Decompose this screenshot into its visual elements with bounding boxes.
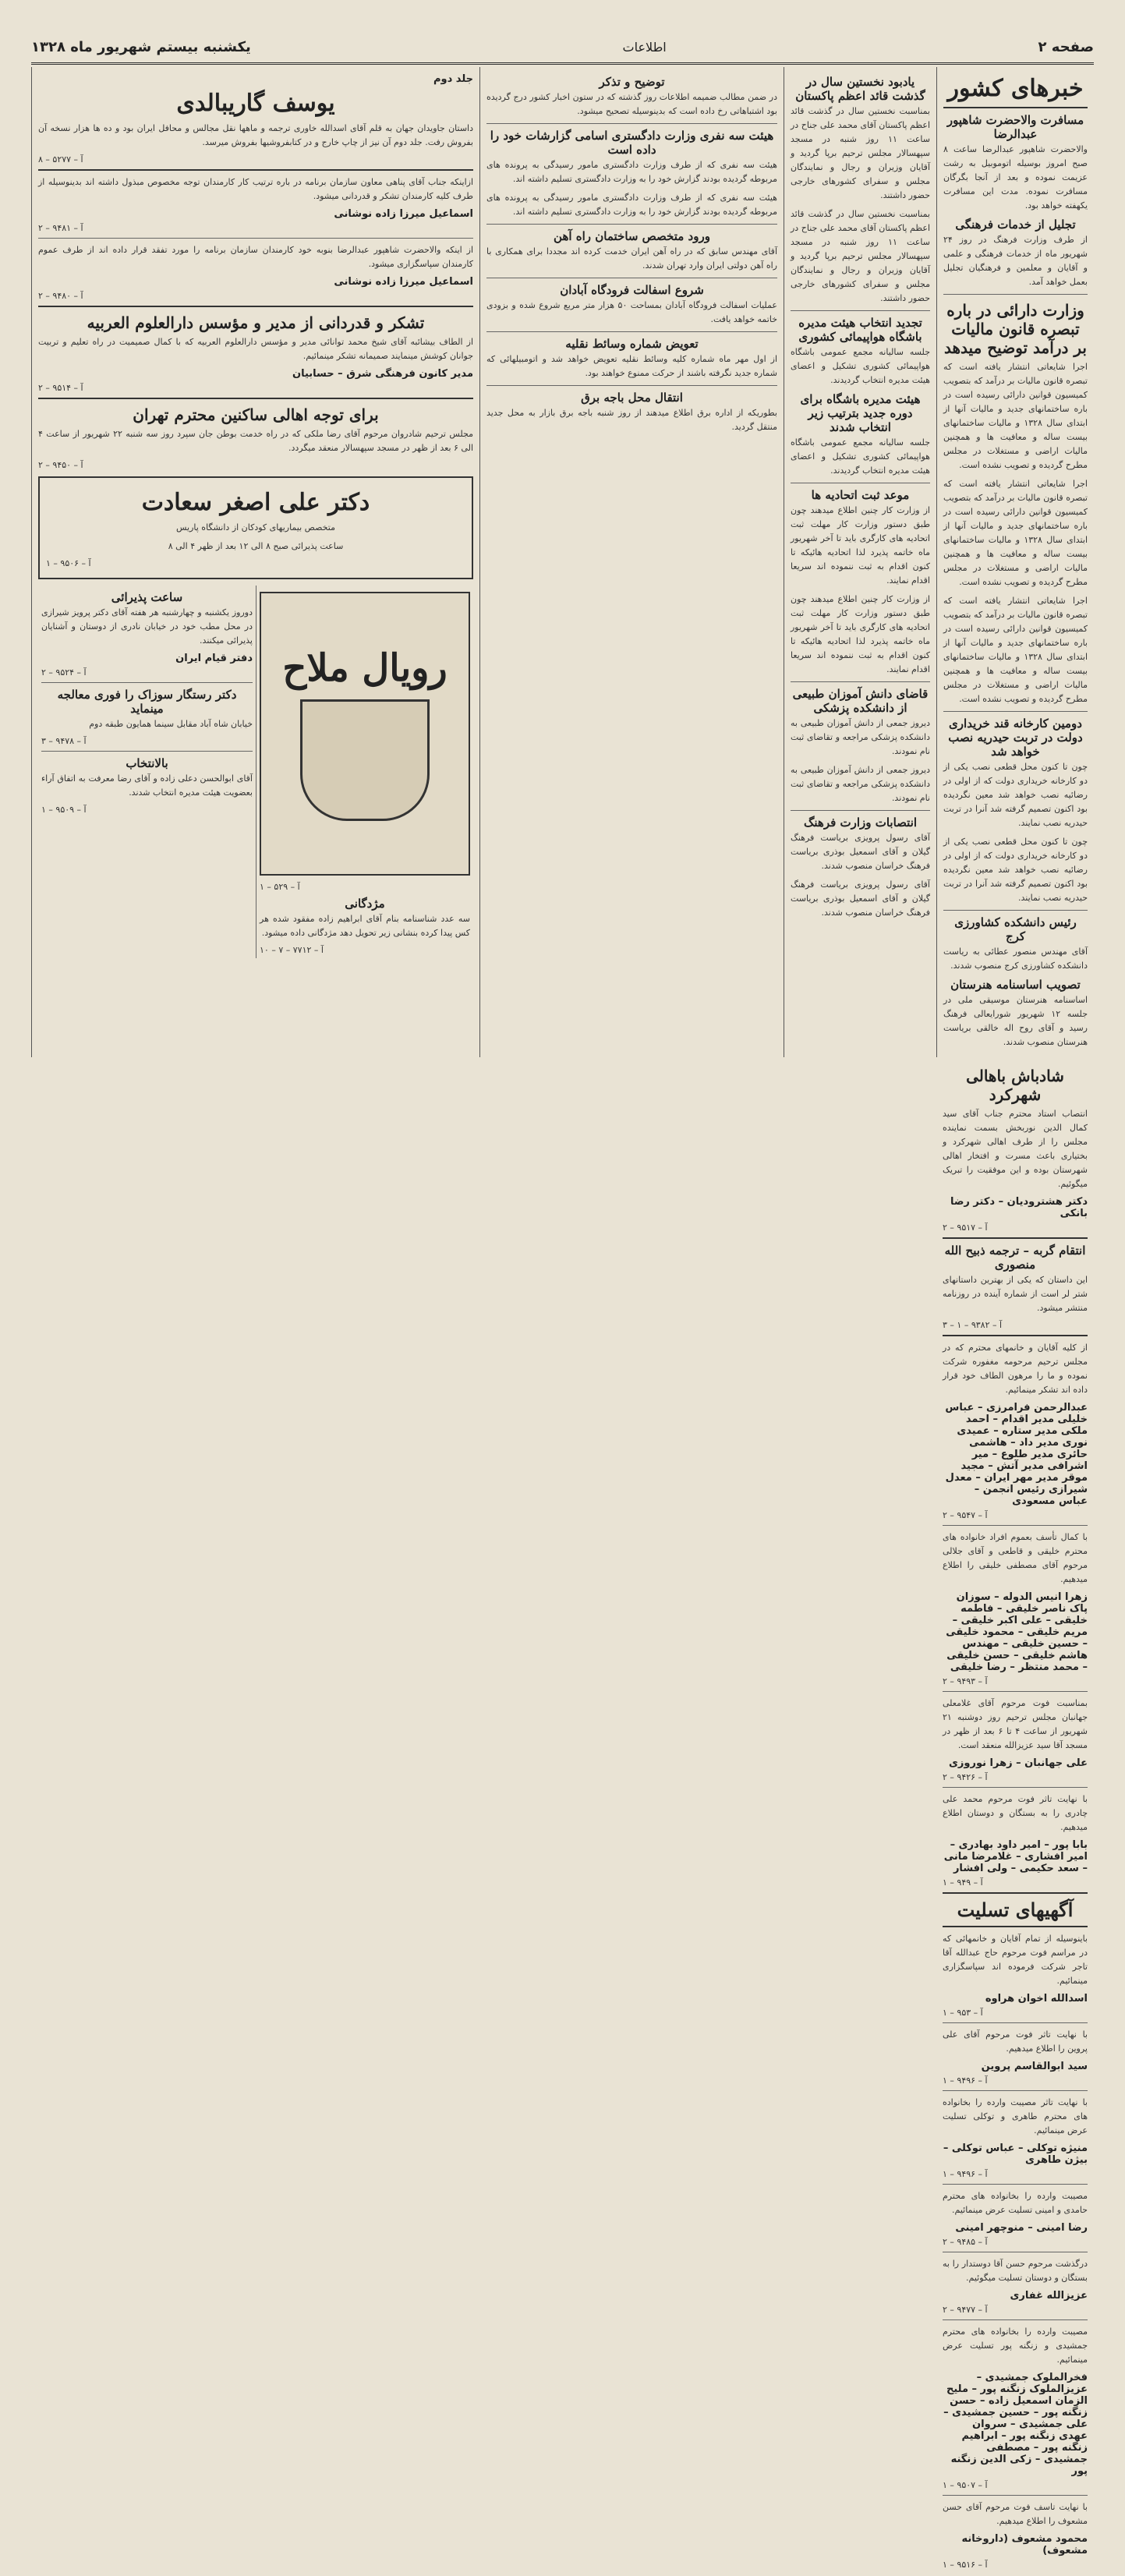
article-title: ورود متخصص ساختمان راه آهن [554, 229, 710, 243]
notice-title: بالانتخاب [126, 756, 168, 770]
ad-reference: آ – ۹۴۹۳ – ۲ [943, 1676, 988, 1686]
article-title: تعویض شماره وسائط نقلیه [565, 337, 699, 351]
article-body: آقای مهندس سابق که در راه آهن ایران خدمت کرده اند مجددا برای همکاری با راه آهن دولتی ایران وارد تهران شدند. [486, 246, 777, 271]
article-body: بمناسبت نخستین سال در گذشت قائد اعظم پاکستان آقای محمد علی جناح در ساعت ۱۱ روز شنبه در مسجد سپهسالار مجلس ترحیم برپا گردید و آقایان وزیران و رجال و نمایندگان مجلس و سفرای کشورهای خارجی حضور داشتند. [791, 106, 930, 200]
column-ads [31, 67, 479, 1057]
notice-signatories: عبدالرحمن فرامرزی – عباس خلیلی مدیر اقدام – احمد ملکی مدیر ستاره – عمیدی نوری مدیر داد – هاشمی حائری مدیر طلوع – میر اشرافی مدیر آتش – مجید موقر مدیر مهر ایران – معدل شیرازی رئیس انجمن – عباس مسعودی [945, 1402, 1088, 1507]
notice-signature: اسماعیل میرزا زاده نوشانی [334, 276, 473, 288]
notice-body: از کلیه آقایان و خانمهای محترم که در مجلس ترحیم مرحومه مغفوره شرکت نموده و ما را مرهون الطاف خود قرار داده اند تشکر مینمائیم. [943, 1343, 1088, 1395]
section-title: خبرهای کشور [947, 75, 1084, 102]
article-title: قاضای دانش آموزان طبیعی از دانشکده پزشکی [792, 687, 929, 715]
article-title: موعد ثبت اتحادیه ها [811, 488, 910, 502]
article-title: دومین کارخانه قند خریداری دولت در تربت حیدریه نصب خواهد شد [948, 717, 1083, 759]
doctor-specialty: متخصص بیماریهای کودکان از دانشگاه پاریس [176, 522, 335, 533]
notice-body: از الطاف بیشائبه آقای شیخ محمد توانائی مدیر و مؤسس دارالعلوم العربیه که با کمال صمیمیت در راه تعلیم و تربیت جوانان کوشش مینمایند صمیمانه تشکر مینمائیم. [38, 337, 473, 361]
condolences-heading: آگهیهای تسلیت [957, 1898, 1074, 1921]
article-title: هیئت سه نفری وزارت دادگستری اسامی گزارشات خود را داده است [490, 129, 774, 157]
product-ad-title: رویال ملاح [282, 646, 448, 690]
notice-title: ساعت پذیرائی [111, 590, 183, 604]
notice-body: این داستان که یکی از بهترین داستانهای شتر لر است از شماره آینده در روزنامه منتشر میشود. [943, 1275, 1088, 1313]
page-header [31, 31, 1094, 65]
notice-title: شادباش باهالی شهرکرد [966, 1067, 1064, 1104]
ads-left [256, 586, 473, 958]
notice-body: سه عدد شناسنامه بنام آقای ابراهیم زاده مفقود شده هر کس پیدا کرده بنشانی زیر تحویل دهد مژدگانی داده میشود. [260, 914, 470, 938]
notice-title: مژدگانی [345, 897, 385, 911]
book-ad-body: داستان جاویدان جهان به قلم آقای اسدالله خاوری ترجمه و ماهها نقل مجالس و محافل ایران بود و ده ها هزار نسخه آن بفروش رفت. جلد دوم آن نیز از چاپ خارج و در کتابفروشیها بفروش میرسد. [38, 123, 473, 147]
notice-body: درگذشت مرحوم حسن آقا دوستدار را به بستگان و دوستان تسلیت میگوئیم. [943, 2259, 1088, 2283]
notice-body: آقای ابوالحسن دعلی زاده و آقای رضا معرفت به اتفاق آراء بعضویت هیئت مدیره انتخاب شدند. [41, 773, 253, 798]
article-title: یادبود نخستین سال در گذشت قائد اعظم پاکستان [795, 75, 925, 103]
article-title: هیئت مدیره باشگاه برای دوره جدید بترتیب زیر انتخاب شدند [800, 392, 921, 434]
issue-date: یکشنبه بیستم شهریور ماه ۱۳۲۸ [31, 38, 251, 55]
notice-signature: علی جهانبان – زهرا نوروزی [949, 1757, 1088, 1769]
ads-split [38, 586, 473, 958]
notice-body: با نهایت تاثر مصیبت وارده را بخانواده های محترم طاهری و توکلی تسلیت عرض مینمائیم. [943, 2097, 1088, 2135]
notice-signature: اسدالله اخوان هراوه [985, 1993, 1088, 2005]
masthead: اطلاعات [622, 39, 667, 55]
article-body: آقای رسول پرویزی بریاست فرهنگ گیلان و آقای اسمعیل بوذری بریاست فرهنگ خراسان منصوب شدند. [791, 833, 930, 871]
notice-signature: عزیزالله غفاری [1010, 2290, 1088, 2302]
cup-illustration [300, 699, 430, 821]
notice-signature: رضا امینی – منوچهر امینی [955, 2222, 1088, 2234]
article-body: اساسنامه هنرستان موسیقی ملی در جلسه ۱۲ شهریور شورایعالی فرهنگ رسید و آقای روح اله خالقی بریاست هنرستان منصوب شدند. [943, 995, 1088, 1047]
column-news-3 [479, 67, 784, 1057]
article-body: هیئت سه نفری که از طرف وزارت دادگستری مامور رسیدگی به پرونده های مربوطه گردیده بودند گزارش خود را به وزارت دادگستری تسلیم داشته اند. [486, 160, 777, 184]
book-ad-title: یوسف گاریبالدی [176, 90, 335, 117]
article-title: رئیس دانشکده کشاورزی کرج [954, 915, 1077, 943]
notice-body: با نهایت تاسف فوت مرحوم آقای حسن مشعوف را اطلاع میدهیم. [943, 2502, 1088, 2526]
article-body: از وزارت کار چنین اطلاع میدهند چون طبق دستور وزارت کار مهلت ثبت اتحادیه های کارگری باید تا آخر شهریور ماه خاتمه پذیرد لذا اتحادیه هائیکه تا کنون اقدام به ثبت ننموده اند سریعا اقدام نمایند. [791, 505, 930, 586]
article-body: عملیات اسفالت فرودگاه آبادان بمساحت ۵۰ هزار متر مربع شروع شده و بزودی خاتمه خواهد یافت. [486, 300, 777, 324]
article-body: چون تا کنون محل قطعی نصب یکی از دو کارخانه خریداری دولت که از اولی در رضائیه نصب خواهد شد معین نگردیده بود اکنون تصمیم گرفته شد آنرا در تربت حیدریه نصب نمایند. [943, 837, 1088, 903]
article-body: اجرا شایعاتی انتشار یافته است که تبصره قانون مالیات بر درآمد که بتصویب کمیسیون قوانین دارائی رسیده است در باره ساختمانهای جدید و مالیات آنها از ابتدای سال ۱۳۲۸ و مالیات ساختمانهای بیست ساله و معافیت ها و همچنین مالیات اراضی و مستغلات در مجلس مطرح گردیده و تصویب نشده است. [943, 596, 1088, 704]
ad-reference: آ – ۹۵۰۶ – ۱ [46, 558, 91, 568]
notice-body: مصیبت وارده را بخانواده های محترم جمشیدی و زنگنه پور تسلیت عرض مینمائیم. [943, 2327, 1088, 2365]
notice-body: دوروز یکشنبه و چهارشنبه هر هفته آقای دکتر پرویز شیرازی در محل مطب خود در خیابان نادری از دوستان و آشنایان پذیرائی میکنند. [41, 607, 253, 646]
article-body: والاحضرت شاهپور عبدالرضا ساعت ۸ صبح امروز بوسیله اتوموبیل به رشت عزیمت نموده و بعد از آنجا بگرگان مسافرت نموده. مدت این مسافرت یکهفته خواهد بود. [943, 144, 1088, 211]
article-title: انتصابات وزارت فرهنگ [803, 816, 918, 830]
article-body: جلسه سالیانه مجمع عمومی باشگاه هواپیمائی کشوری تشکیل و اعضای هیئت مدیره انتخاب گردیدند. [791, 437, 930, 476]
ad-reference: آ – ۹۳۸۲ – ۱ – ۳ [943, 1320, 1003, 1330]
ad-reference: آ – ۹۴۲۶ – ۲ [943, 1772, 988, 1782]
notice-signature: محمود مشعوف (داروخانه مشعوف) [961, 2533, 1088, 2557]
article-body: جلسه سالیانه مجمع عمومی باشگاه هواپیمائی کشوری تشکیل و اعضای هیئت مدیره انتخاب گردیدند. [791, 347, 930, 385]
ad-reference: آ – ۵۲۷۷ – ۸ [38, 154, 83, 165]
article-title: توضیح و تذکر [599, 75, 665, 89]
ad-reference: آ – ۹۵۴۷ – ۲ [943, 1510, 988, 1520]
article-body: آقای رسول پرویزی بریاست فرهنگ گیلان و آقای اسمعیل بوذری بریاست فرهنگ خراسان منصوب شدند. [791, 879, 930, 918]
notice-title: دکتر رستگار سوزاک را فوری معالجه مینماید [57, 688, 237, 716]
notice-body: از اینکه والاحضرت شاهپور عبدالرضا بنوبه خود کارمندان سازمان برنامه را مورد تفقد قرار داده اند از طرف عموم کارمندان سپاسگزاری میشود. [38, 245, 473, 269]
notice-body: با نهایت تاثر فوت مرحوم محمد علی چادری را به بستگان و دوستان اطلاع میدهیم. [943, 1794, 1088, 1832]
article-title: تجلیل از خدمات فرهنگی [955, 218, 1076, 232]
notice-signature: اسماعیل میرزا زاده نوشانی [334, 208, 473, 220]
ad-reference: آ – ۹۵۰۹ – ۱ [41, 805, 87, 815]
ad-reference: آ – ۹۴۷۸ – ۳ [41, 736, 87, 746]
notice-title: تشکر و قدردانی از مدیر و مؤسس دارالعلوم العربیه [87, 313, 425, 332]
article-body: دیروز جمعی از دانش آموزان طبیعی به دانشکده پزشکی مراجعه و تقاضای ثبت نام نمودند. [791, 718, 930, 756]
notice-title: انتقام گربه – ترجمه ذبیح الله منصوری [944, 1244, 1086, 1272]
ad-reference: آ – ۹۴۹۶ – ۱ [943, 2075, 988, 2086]
notice-body: بمناسبت فوت مرحوم آقای غلامعلی جهانبان مجلس ترحیم روز دوشنبه ۲۱ شهریور از ساعت ۴ تا ۶ بعد از ظهر در مسجد آقا سید عزیزالله منعقد است. [943, 1698, 1088, 1750]
article-title: مسافرت والاحضرت شاهپور عبدالرضا [946, 113, 1084, 141]
article-body: چون تا کنون محل قطعی نصب یکی از دو کارخانه خریداری دولت که از اولی در رضائیه نصب خواهد شد معین نگردیده بود اکنون تصمیم گرفته شد آنرا در تربت حیدریه نصب نمایند. [943, 762, 1088, 828]
column-news-2 [784, 67, 936, 1057]
ad-reference: آ – ۹۵۱۷ – ۲ [943, 1223, 988, 1233]
notice-body: مجلس ترحیم شادروان مرحوم آقای رضا ملکی که در راه خدمت بوطن جان سپرد روز سه شنبه ۲۲ شهریور از ساعت ۴ الی ۶ بعد از ظهر در مسجد سپهسالار منعقد میگردد. [38, 429, 474, 453]
notice-signature: دفتر قیام ایران [175, 653, 253, 664]
notice-body: انتصاب استاد محترم جناب آقای سید کمال الدین نوربخش بسمت نماینده مجلس را از طرف اهالی شهرکرد و بختیاری باعث مسرت و افتخار اهالی شهرستان بوده و این موفقیت را تبریک میگوئیم. [943, 1109, 1088, 1189]
article-body: از وزارت کار چنین اطلاع میدهند چون طبق دستور وزارت کار مهلت ثبت اتحادیه های کارگری باید تا آخر شهریور ماه خاتمه پذیرد لذا اتحادیه هائیکه تا کنون اقدام به ثبت ننموده اند سریعا اقدام نمایند. [791, 594, 930, 674]
article-body: اجرا شایعاتی انتشار یافته است که تبصره قانون مالیات بر درآمد که بتصویب کمیسیون قوانین دارائی رسیده است در باره ساختمانهای جدید و مالیات آنها از ابتدای سال ۱۳۲۸ و مالیات ساختمانهای بیست ساله و معافیت ها و همچنین مالیات اراضی و مستغلات در مجلس مطرح گردیده و تصویب نشده است. [943, 362, 1088, 470]
ad-reference: آ – ۹۴۹ – ۱ [943, 1877, 983, 1888]
page-number: صفحه ۲ [1038, 38, 1094, 55]
notice-title: برای توجه اهالی ساکنین محترم تهران [133, 405, 379, 424]
article-title: وزارت دارائی در باره تبصره قانون مالیات بر درآمد توضیح میدهد [944, 301, 1087, 357]
ad-reference: آ – ۹۵۱۴ – ۲ [38, 383, 83, 393]
ad-reference: آ – ۹۴۸۰ – ۲ [38, 291, 83, 301]
notice-signature: سید ابوالقاسم پروین [981, 2061, 1088, 2072]
volume-label: جلد دوم [433, 73, 473, 85]
notice-body: با کمال تأسف بعموم افراد خانواده های محترم خلیقی و قاطعی و آقای جلالی مرحوم آقای مصطفی خلیقی را اطلاع میدهیم. [943, 1532, 1088, 1584]
notice-body: ازاینکه جناب آقای پناهی معاون سازمان برنامه در باره ترتیب کار کارمندان توجه مخصوص مبذول داشته اند بدینوسیله از طرف کلیه کارمندان تشکر و قدردانی میشود. [38, 177, 473, 201]
ad-reference: آ – ۹۵۲۴ – ۲ [41, 667, 87, 678]
notice-signatories: زهرا انیس الدوله – سوزان پاک ناصر خلیقی – فاطمه خلیقی – علی اکبر خلیقی – مریم خلیقی – محمود خلیقی – حسین خلیقی – مهندس هاشم خلیقی – حسن خلیقی – محمد منتظر – رضا خلیقی [946, 1591, 1088, 1673]
article-body: بطوریکه از اداره برق اطلاع میدهند از روز شنبه باجه برق بازار به محل جدید منتقل گردید. [486, 408, 777, 432]
ad-reference: آ – ۹۵۰۷ – ۱ [943, 2480, 988, 2490]
column-national-news [936, 67, 1094, 1057]
column-announcements [936, 1057, 1094, 2576]
doctor-ad [38, 476, 473, 579]
ad-reference: آ – ۵۲۹ – ۱ [260, 882, 300, 892]
notice-body: مصیبت وارده را بخانواده های محترم حامدی و امینی تسلیت عرض مینمائیم. [943, 2191, 1088, 2215]
notice-signature: بابا پور – امیر داود بهادری – امیر افشاری – غلامرضا مانی – سعد حکیمی – ولی افشار [943, 1839, 1088, 1874]
notice-signature: مدیر کانون فرهنگی شرق – حسابیان [292, 368, 473, 380]
article-title: تصویب اساسنامه هنرستان [950, 978, 1081, 992]
doctor-hours: ساعت پذیرائی صبح ۸ الی ۱۲ بعد از ظهر ۴ الی ۸ [168, 541, 344, 551]
article-body: بمناسبت نخستین سال در گذشت قائد اعظم پاکستان آقای محمد علی جناح در ساعت ۱۱ روز شنبه در مسجد سپهسالار مجلس ترحیم برپا گردید و آقایان وزیران و رجال و نمایندگان مجلس و سفرای کشورهای خارجی حضور داشتند. [791, 209, 930, 303]
ad-reference: آ – ۹۴۸۱ – ۲ [38, 223, 83, 233]
doctor-name: دکتر علی اصغر سعادت [141, 489, 370, 516]
ad-reference: آ – ۹۴۵۰ – ۲ [38, 460, 83, 470]
article-body: در ضمن مطالب ضمیمه اطلاعات روز گذشته که در ستون اخبار کشور درج گردیده بود اشتباهاتی رخ داده است که بدینوسیله تصحیح میشود. [486, 92, 777, 116]
ads-right [38, 586, 256, 958]
product-ad [260, 592, 470, 876]
ad-reference: آ – ۹۵۱۶ – ۱ [943, 2560, 988, 2570]
article-body: از طرف وزارت فرهنگ در روز ۲۴ شهریور ماه از خدمات فرهنگی و علمی و آقایان و معلمین و فرهنگیان تجلیل بعمل خواهد آمد. [943, 235, 1088, 287]
notice-signature: دکتر هشترودیان – دکتر رضا بانکی [950, 1196, 1088, 1219]
article-title: شروع اسفالت فرودگاه آبادان [560, 283, 704, 297]
article-title: انتقال محل باجه برق [581, 391, 683, 405]
ad-reference: آ – ۹۴۹۶ – ۱ [943, 2169, 988, 2179]
notice-body: خیابان شاه آباد مقابل سینما همایون طبقه دوم [89, 719, 253, 729]
article-body: از اول مهر ماه شماره کلیه وسائط نقلیه تعویض خواهد شد و اتومبیلهائی که شماره جدید نگرفته باشند از حرکت ممنوع خواهند بود. [486, 354, 777, 378]
notice-body: با نهایت تاثر فوت مرحوم آقای علی پروین را اطلاع میدهیم. [943, 2029, 1088, 2054]
notice-signatories: فخرالملوک جمشیدی – عزیزالملوک زنگنه پور – ملیح الزمان اسمعیل زاده – حسن زنگنه پور – حسین جمشیدی – علی جمشیدی – سروان عهدی زنگنه پور – ابراهیم زنگنه پور – مصطفی جمشیدی – زکی الدین زنگنه پور [943, 2372, 1088, 2477]
article-title: تجدید انتخاب هیئت مدیره باشگاه هواپیمائی کشوری [798, 316, 922, 344]
article-body: آقای مهندس منصور عطائی به ریاست دانشکده کشاورزی کرج منصوب شدند. [943, 947, 1088, 971]
article-body: دیروز جمعی از دانش آموزان طبیعی به دانشکده پزشکی مراجعه و تقاضای ثبت نام نمودند. [791, 765, 930, 803]
ad-reference: آ – ۹۴۷۷ – ۲ [943, 2305, 988, 2315]
notice-signature: منیژه توکلی – عباس توکلی – بیژن طاهری [943, 2143, 1088, 2166]
ad-reference: آ – ۹۴۸۵ – ۲ [943, 2237, 988, 2247]
article-body: اجرا شایعاتی انتشار یافته است که تبصره قانون مالیات بر درآمد که بتصویب کمیسیون قوانین دارائی رسیده است در باره ساختمانهای جدید و مالیات آنها از ابتدای سال ۱۳۲۸ و مالیات ساختمانهای بیست ساله و معافیت ها و همچنین مالیات اراضی و مستغلات در مجلس مطرح گردیده و تصویب نشده است. [943, 479, 1088, 587]
article-body: هیئت سه نفری که از طرف وزارت دادگستری مامور رسیدگی به پرونده های مربوطه گردیده بودند گزارش خود را به وزارت دادگستری تسلیم داشته اند. [486, 193, 777, 217]
notice-body: باینوسیله از تمام آقایان و خانمهائی که در مراسم فوت مرحوم حاج عبدالله آقا تاجر شرکت فرموده اند سپاسگزاری مینمائیم. [943, 1934, 1088, 1986]
ad-reference: آ – ۷۷۱۲ – ۷ – ۱۰ [260, 945, 324, 955]
ad-reference: آ – ۹۵۳ – ۱ [943, 2008, 983, 2018]
